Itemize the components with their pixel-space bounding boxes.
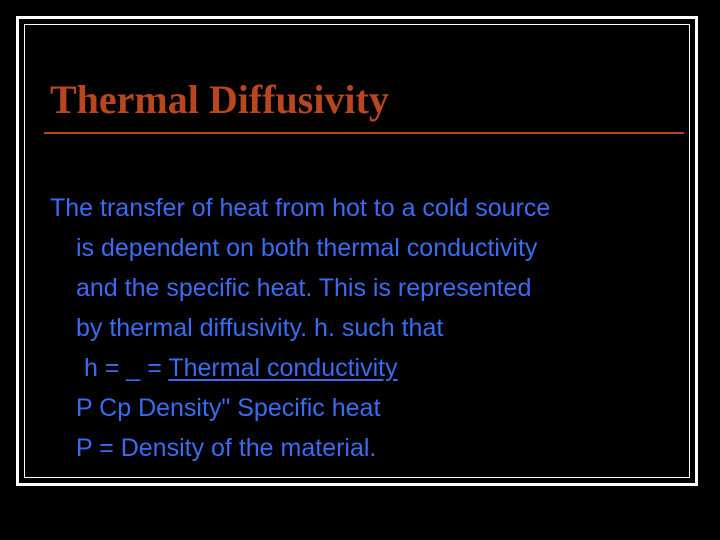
slide-body bbox=[50, 188, 690, 468]
body-line-2: is dependent on both thermal conductivity bbox=[76, 234, 538, 262]
body-line-1: The transfer of heat from hot to a cold source bbox=[50, 194, 551, 222]
density-definition: P = Density of the material. bbox=[76, 434, 377, 462]
formula-line bbox=[50, 348, 690, 388]
formula-denominator: P Cp Density" Specific heat bbox=[76, 394, 381, 422]
body-line-4: by thermal diffusivity. h. such that bbox=[76, 314, 444, 342]
formula-numerator: Thermal conductivity bbox=[168, 354, 398, 382]
slide-title: Thermal Diffusivity bbox=[50, 77, 389, 122]
body-line-3: and the specific heat. This is represented bbox=[76, 274, 532, 302]
title-divider bbox=[44, 132, 684, 134]
formula-lhs: h = _ = bbox=[84, 354, 169, 382]
